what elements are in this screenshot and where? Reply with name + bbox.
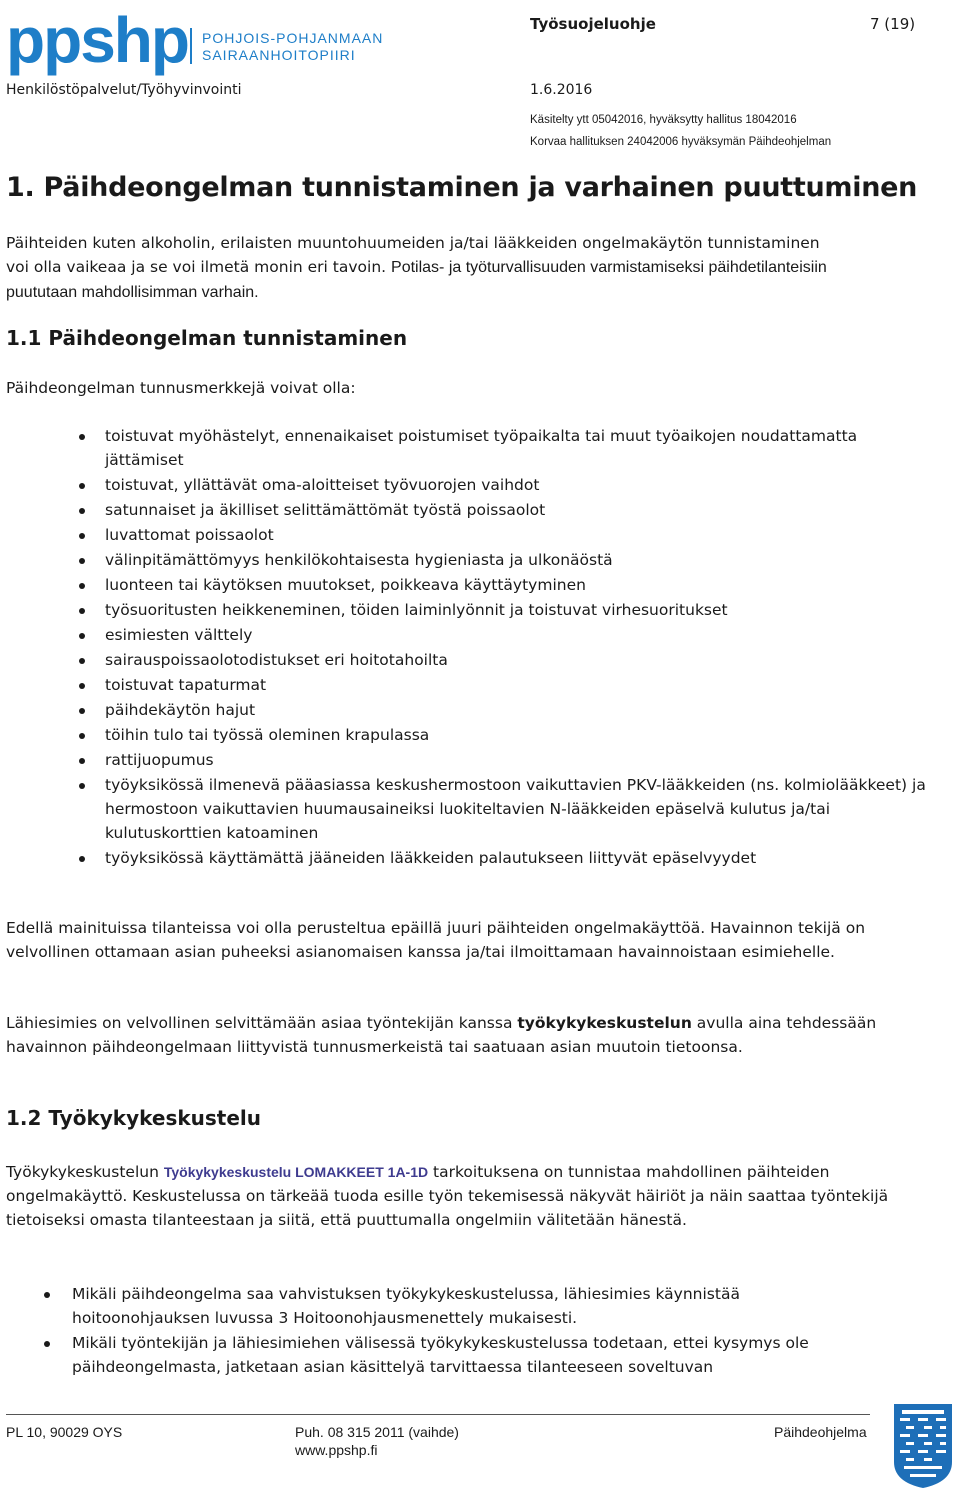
suspicion-paragraph: Edellä mainituissa tilanteissa voi olla perusteltua epäillä juuri päihteiden ongelmakäyttöä. Havainnon tekijä on velvollinen ottamaan asian puheeksi asianomaisen kanssa ja/tai ilmoittamaan havainnoistaan esimiehelle. xyxy=(6,919,866,961)
signs-list xyxy=(6,424,936,871)
supervisor-paragraph: Lähiesimies on velvollinen selvittämään asiaa työntekijän kanssa työkykykeskustelun avulla aina tehdessään havainnon päihdeongelmaan liittyvistä tunnusmerkeistä tai saatuaan asian muutoin tietoonsa. xyxy=(6,1014,877,1056)
forms-1a-1d-link[interactable]: Työkykykeskustelu LOMAKKEET 1A-1D xyxy=(163,1164,429,1180)
section-1-intro: Päihteiden kuten alkoholin, erilaisten muuntohuumeiden ja/tai lääkkeiden ongelmakäytön tunnistaminen voi olla vaikeaa ja se voi ilmetä monin eri tavoin. Potilas- ja työturvallisuuden varmistamiseksi päihdetilanteisiin puututaan mahdollisimman varhain. xyxy=(6,234,827,301)
list-item: välinpitämättömyys henkilökohtaisesta hygieniasta ja ulkonäöstä xyxy=(6,548,936,572)
footer-address: PL 10, 90029 OYS xyxy=(6,1424,123,1440)
document-date: 1.6.2016 xyxy=(530,82,593,98)
list-item: toistuvat tapaturmat xyxy=(6,673,936,697)
footer-phone: Puh. 08 315 2011 (vaihde) xyxy=(295,1424,459,1440)
list-item: satunnaiset ja äkilliset selittämättömät työstä poissaolot xyxy=(6,498,936,522)
logo-divider xyxy=(190,28,192,64)
footer-program: Päihdeohjelma xyxy=(774,1424,867,1440)
page-number: 7 (19) xyxy=(870,15,916,33)
list-item: työyksikössä ilmenevä pääasiassa keskushermostoon vaikuttavien PKV-lääkkeiden (ns. kolmiolääkkeet) ja hermostoon vaikuttavien huumausaineiksi luokiteltavien N-lääkkeiden epäselvä kulutus ja/tai kulutuskorttien katoaminen xyxy=(6,773,936,845)
list-item: Mikäli päihdeongelma saa vahvistuksen työkykykeskustelussa, lähiesimies käynnistää hoitoonohjauksen luvussa 3 Hoitoonohjausmenettely mukaisesti. xyxy=(6,1282,936,1330)
list-item: toistuvat myöhästelyt, ennenaikaiset poistumiset työpaikalta tai muut työaikojen noudattamatta jättämiset xyxy=(6,424,936,472)
replaces-note: Korvaa hallituksen 24042006 hyväksymän Päihdeohjelman xyxy=(530,136,832,148)
coat-of-arms-icon xyxy=(892,1402,954,1490)
logo-wordmark: ppshp xyxy=(6,4,188,76)
discussion-outcomes-list xyxy=(6,1282,936,1380)
list-item: toistuvat, yllättävät oma-aloitteiset työvuorojen vaihdot xyxy=(6,473,936,497)
organization-logo xyxy=(6,4,384,80)
department: Henkilöstöpalvelut/Työhyvinvointi xyxy=(6,82,242,98)
section-1-1-title: 1.1 Päihdeongelman tunnistaminen xyxy=(6,326,408,350)
list-item: työsuoritusten heikkeneminen, töiden laiminlyönnit ja toistuvat virhesuoritukset xyxy=(6,598,936,622)
list-item: Mikäli työntekijän ja lähiesimiehen välisessä työkykykeskustelussa todetaan, ettei kysymys ole päihdeongelmasta, jatketaan asian käsittelyä tarvittaessa tilanteeseen soveltuvan xyxy=(6,1331,936,1379)
list-item: sairauspoissaolotodistukset eri hoitotahoilta xyxy=(6,648,936,672)
signs-lead: Päihdeongelman tunnusmerkkejä voivat olla: xyxy=(6,379,356,397)
logo-organization-name: POHJOIS-POHJANMAAN SAIRAANHOITOPIIRI xyxy=(202,30,384,63)
section-1-title: 1. Päihdeongelman tunnistaminen ja varhainen puuttuminen xyxy=(6,172,918,203)
list-item: työyksikössä käyttämättä jääneiden lääkkeiden palautukseen liittyvät epäselvyydet xyxy=(6,846,936,870)
list-item: esimiesten välttely xyxy=(6,623,936,647)
list-item: luonteen tai käytöksen muutokset, poikkeava käyttäytyminen xyxy=(6,573,936,597)
list-item: luvattomat poissaolot xyxy=(6,523,936,547)
footer-divider xyxy=(6,1414,870,1415)
document-type: Työsuojeluohje xyxy=(530,15,656,33)
emphasis-work-ability-discussion: työkykykeskustelun xyxy=(517,1014,692,1032)
section-1-2-title: 1.2 Työkykykeskustelu xyxy=(6,1106,262,1130)
discussion-paragraph: Työkykykeskustelun Työkykykeskustelu LOMAKKEET 1A-1D tarkoituksena on tunnistaa mahdollinen päihteiden ongelmakäyttö. Keskustelussa on tärkeää tuoda esille työn tekemisessä näkyvät häiriöt ja näin saattaa työntekijä tietoiseksi omasta tilanteestaan ja siitä, että puuttumalla ongelmiin välitetään hänestä. xyxy=(6,1163,889,1229)
footer-website[interactable]: www.ppshp.fi xyxy=(295,1442,378,1458)
list-item: päihdekäytön hajut xyxy=(6,698,936,722)
approval-note: Käsitelty ytt 05042016, hyväksytty hallitus 18042016 xyxy=(530,114,797,126)
list-item: rattijuopumus xyxy=(6,748,936,772)
list-item: töihin tulo tai työssä oleminen krapulassa xyxy=(6,723,936,747)
